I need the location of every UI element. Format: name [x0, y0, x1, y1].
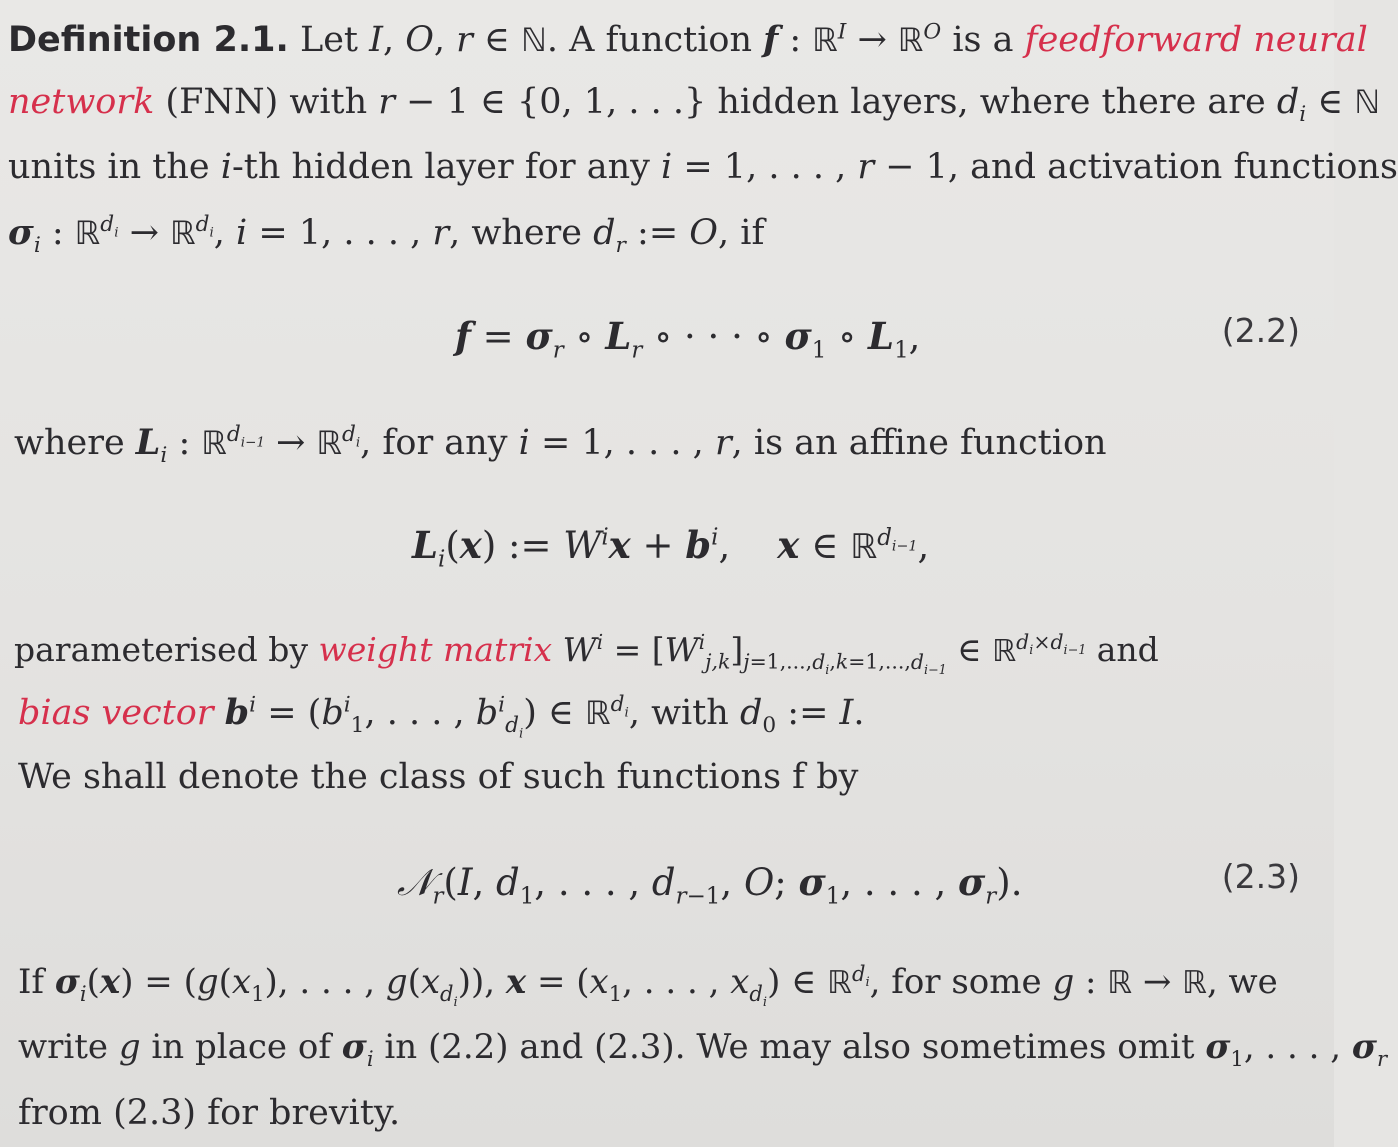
- definition-line-2: network (FNN) with r − 1 ∈ {0, 1, . . .} hidden layers, where there are $d_i$ ∈ ℕ: [8, 82, 1381, 127]
- class-notation-line: We shall denote the class of such functions f by: [18, 757, 859, 797]
- term-bias-vector: bias vector: [18, 693, 214, 733]
- activation-line-1: If $\sigma_i(x) = (g(x_1)$, . . . , $g(x_{d_i})$), $x = (x_1$, . . . , $x_{d_i}$) ∈ ℝ$^{d_i}$, for some g : ℝ → ℝ, we: [18, 960, 1278, 1010]
- equation-2-3: 𝒩$_r$(I, $d_1$, . . . , $d_{r-1}$, O; $\sigma_1$, . . . , $\sigma_r$).: [397, 860, 1023, 910]
- activation-line-2: write g in place of $\sigma_i$ in (2.2) and (2.3). We may also sometimes omit $\sigma_1$, . . . , $\sigma_r$: [18, 1027, 1388, 1071]
- definition-line-1: Definition 2.1. Let I, O, r ∈ ℕ. A function f : ℝ$^I$ → ℝ$^O$ is a feedforward neural: [8, 19, 1368, 60]
- weight-matrix-line: parameterised by weight matrix $W^i = [W^i_{j,k}]_{j=1,...,d_i,k=1,...,d_{i-1}}$ ∈ ℝ$^{d_i\times d_{i-1}}$ and: [14, 630, 1159, 677]
- brevity-line: from (2.3) for brevity.: [18, 1093, 401, 1133]
- term-feedforward-neural-network: feedforward neural: [1024, 20, 1368, 60]
- bias-vector-line: bias vector $b^i = (b^i_1$, . . . , $b^i_{d_i}$) ∈ ℝ$^{d_i}$, with $d_0$ := I.: [18, 692, 865, 742]
- term-weight-matrix: weight matrix: [318, 630, 553, 669]
- definition-label: Definition 2.1.: [8, 20, 289, 60]
- definition-line-3: units in the i-th hidden layer for any i = 1, . . . , r − 1, and activation functions: [8, 147, 1398, 187]
- affine-equation: $L_i(x)$ := $W^ix + b^i$, x ∈ ℝ$^{d_{i-1}}$,: [412, 523, 930, 573]
- equation-number-2-2: (2.2): [1221, 311, 1300, 350]
- definition-line-4: $\sigma_i$ : ℝ$^{d_i}$ → ℝ$^{d_i}$, i = 1, . . . , r, where $d_r$ := O, if: [8, 212, 765, 258]
- equation-number-2-3: (2.3): [1221, 857, 1300, 896]
- affine-definition-line: where $L_i$ : ℝ$^{d_{i-1}}$ → ℝ$^{d_i}$, for any i = 1, . . . , r, is an affine function: [14, 422, 1107, 468]
- equation-2-2: $f = \sigma_r$ ∘ $L_r$ ∘ · · · ∘ $\sigma_1$ ∘ $L_1$,: [455, 314, 921, 364]
